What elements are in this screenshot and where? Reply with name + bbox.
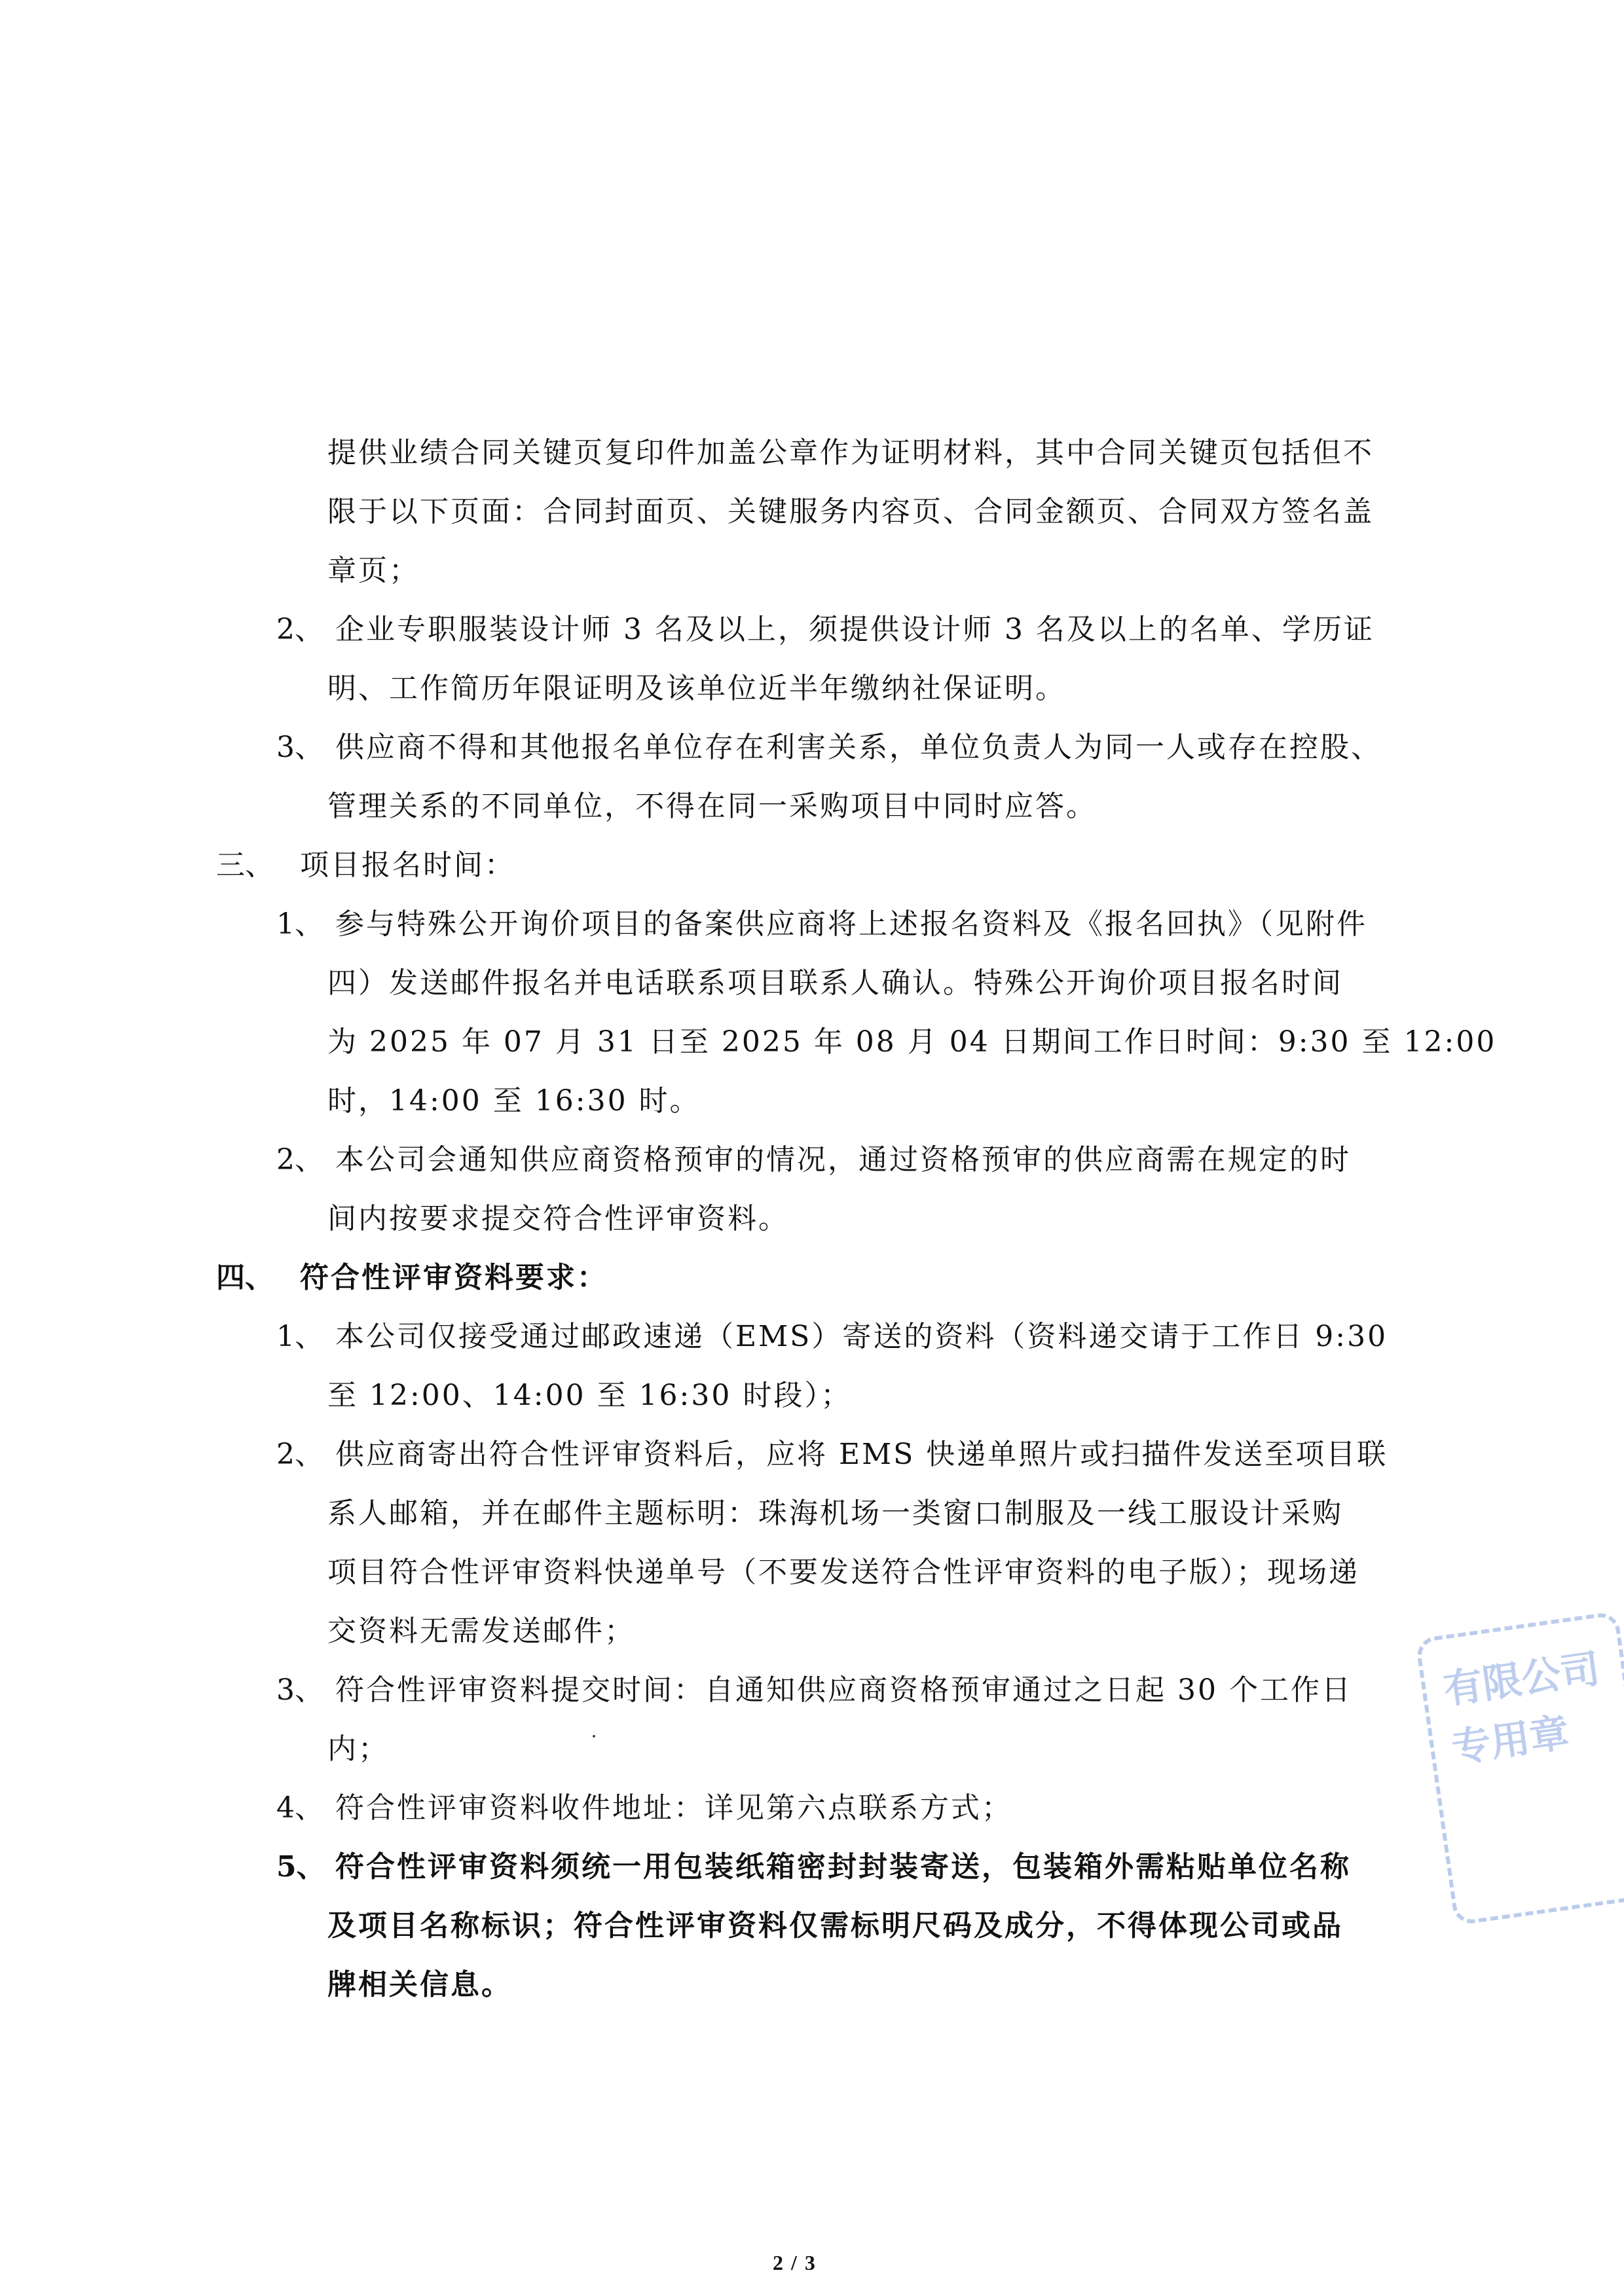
text-line: 为 2025 年 07 月 31 日至 2025 年 08 月 04 日期间工作日时间：9:30 至 12:00 bbox=[327, 1025, 1497, 1059]
list-marker: 4、 bbox=[276, 1791, 323, 1825]
text-line: 项目符合性评审资料快递单号（不要发送符合性评审资料的电子版）；现场递 bbox=[327, 1556, 1359, 1589]
scan-speck bbox=[593, 1735, 595, 1738]
list-marker: 1、 bbox=[276, 1320, 323, 1353]
section-marker: 四、 bbox=[216, 1261, 274, 1294]
text-line: 至 12:00、14:00 至 16:30 时段）； bbox=[327, 1379, 852, 1412]
text-line: 符合性评审资料提交时间：自通知供应商资格预审通过之日起 30 个工作日 bbox=[335, 1673, 1352, 1707]
section-heading: 符合性评审资料要求： bbox=[300, 1261, 608, 1294]
text-line: 时，14:00 至 16:30 时。 bbox=[327, 1084, 701, 1118]
text-line: 企业专职服装设计师 3 名及以上，须提供设计师 3 名及以上的名单、学历证 bbox=[335, 613, 1375, 646]
text-line: 供应商寄出符合性评审资料后，应将 EMS 快递单照片或扫描件发送至项目联 bbox=[335, 1438, 1388, 1471]
text-line: 牌相关信息。 bbox=[327, 1968, 512, 2001]
list-marker: 3、 bbox=[276, 731, 323, 764]
text-line: 限于以下页面：合同封面页、关键服务内容页、合同金额页、合同双方签名盖 bbox=[327, 495, 1374, 528]
list-marker: 2、 bbox=[276, 1143, 323, 1176]
section-heading: 项目报名时间： bbox=[300, 848, 515, 882]
text-line: 符合性评审资料须统一用包装纸箱密封封装寄送，包装箱外需粘贴单位名称 bbox=[335, 1850, 1351, 1884]
text-line: 本公司会通知供应商资格预审的情况，通过资格预审的供应商需在规定的时 bbox=[335, 1143, 1351, 1176]
text-line: 内； bbox=[327, 1732, 389, 1766]
seal-text: 有限公司专用章 bbox=[1441, 1646, 1603, 1772]
text-line: 明、工作简历年限证明及该单位近半年缴纳社保证明。 bbox=[327, 672, 1066, 705]
text-line: 及项目名称标识；符合性评审资料仅需标明尺码及成分，不得体现公司或品 bbox=[327, 1909, 1343, 1942]
text-line: 间内按要求提交符合性评审资料。 bbox=[327, 1202, 789, 1235]
page-number: 2 / 3 bbox=[773, 2251, 817, 2274]
text-line: 提供业绩合同关键页复印件加盖公章作为证明材料，其中合同关键页包括但不 bbox=[327, 436, 1374, 469]
company-seal bbox=[1421, 1597, 1624, 1925]
list-marker: 5、 bbox=[276, 1850, 325, 1884]
text-line: 系人邮箱，并在邮件主题标明：珠海机场一类窗口制服及一线工服设计采购 bbox=[327, 1497, 1343, 1530]
text-line: 供应商不得和其他报名单位存在利害关系，单位负责人为同一人或存在控股、 bbox=[335, 731, 1382, 764]
list-marker: 3、 bbox=[276, 1673, 323, 1707]
text-line: 管理关系的不同单位，不得在同一采购项目中同时应答。 bbox=[327, 790, 1097, 823]
text-line: 参与特殊公开询价项目的备案供应商将上述报名资料及《报名回执》（见附件 bbox=[335, 907, 1367, 941]
list-marker: 2、 bbox=[276, 1438, 323, 1471]
section-marker: 三、 bbox=[216, 848, 274, 882]
text-line: 交资料无需发送邮件； bbox=[327, 1614, 635, 1648]
text-line: 四）发送邮件报名并电话联系项目联系人确认。特殊公开询价项目报名时间 bbox=[327, 966, 1343, 1000]
list-marker: 2、 bbox=[276, 613, 323, 646]
text-line: 本公司仅接受通过邮政速递（EMS）寄送的资料（资料递交请于工作日 9:30 bbox=[335, 1320, 1388, 1353]
text-line: 章页； bbox=[327, 554, 420, 587]
list-marker: 1、 bbox=[276, 907, 323, 941]
text-line: 符合性评审资料收件地址：详见第六点联系方式； bbox=[335, 1791, 1012, 1825]
